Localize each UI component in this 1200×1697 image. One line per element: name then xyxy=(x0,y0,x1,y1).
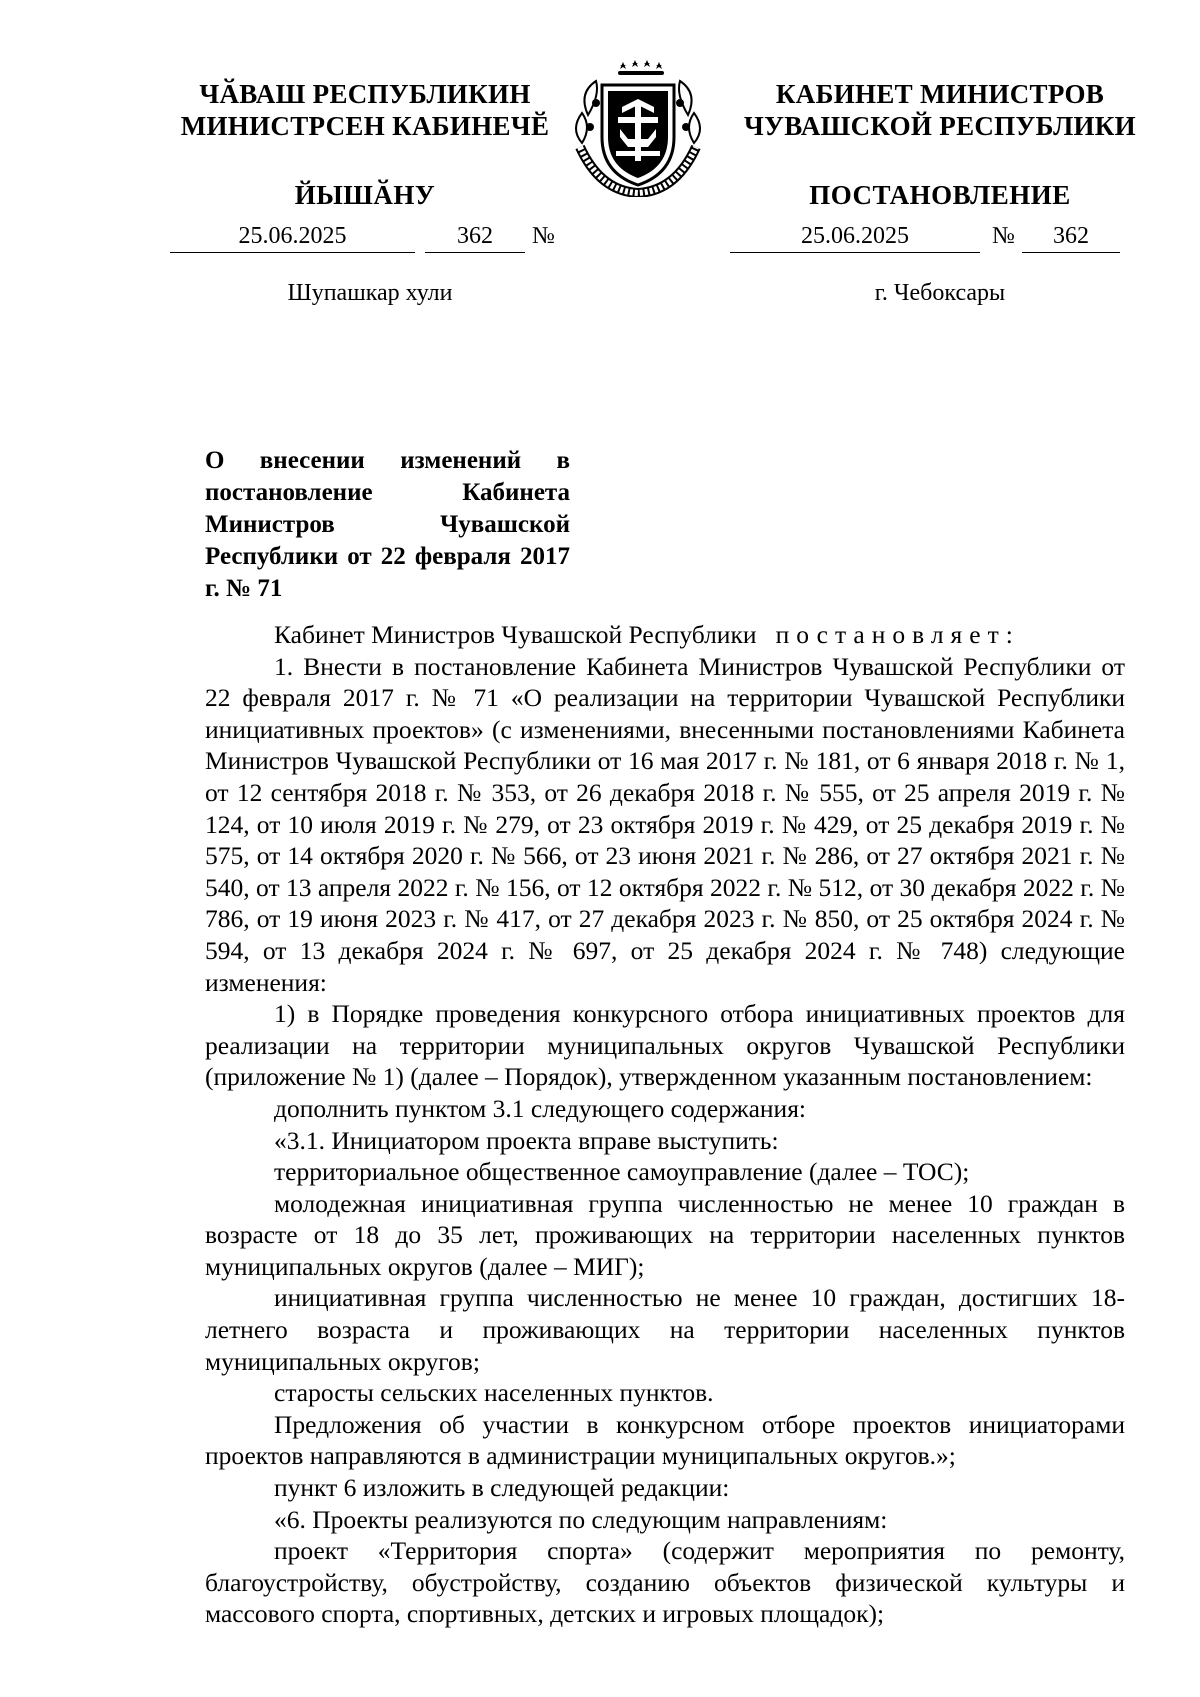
paragraph: старосты сельских населенных пунктов. xyxy=(274,1378,714,1408)
city-russian: г. Чебоксары xyxy=(874,280,1006,306)
paragraph: территориальное общественное самоуправление (далее – ТОС); xyxy=(274,1157,970,1187)
number-sign-left: № xyxy=(532,223,555,249)
paragraph: дополнить пунктом 3.1 следующего содержания: xyxy=(274,1093,807,1123)
paragraph: «3.1. Инициатором проекта вправе выступить: xyxy=(274,1125,779,1155)
document-title: О внесении изменений в постановление Кабинета Министров Чувашской Республики от 22 февраля 2017 г. № 71 xyxy=(205,447,570,602)
preamble-text: Кабинет Министров Чувашской Республики xyxy=(274,620,757,649)
date-field-right: 25.06.2025 xyxy=(730,222,980,253)
org-name-russian-line1: КАБИНЕТ МИНИСТРОВ xyxy=(775,79,1105,109)
doc-type-chuvash: ЙЫШӐНУ xyxy=(294,180,436,210)
number-field-left: 362 xyxy=(425,222,525,253)
doc-type-russian: ПОСТАНОВЛЕНИЕ xyxy=(809,180,1071,210)
header-left xyxy=(150,78,580,211)
paragraph: инициативная группа численностью не менее 10 граждан, достигших 18-летнего возраста и проживающих на территории населенных пунктов муниципальных округов; xyxy=(205,1283,1125,1376)
number-field-right: 362 xyxy=(1022,222,1120,253)
chuvash-coat-of-arms-icon xyxy=(568,55,708,197)
date-number-line-left xyxy=(170,222,570,252)
number-sign-right: № xyxy=(992,223,1015,249)
header-right xyxy=(705,78,1175,211)
paragraph: «6. Проекты реализуются по следующим направлениям: xyxy=(274,1504,888,1534)
paragraph: молодежная инициативная группа численностью не менее 10 граждан в возрасте от 18 до 35 лет, проживающих на территории населенных пунктов муниципальных округов (далее – МИГ); xyxy=(205,1188,1125,1281)
paragraph: проект «Территория спорта» (содержит мероприятия по ремонту, благоустройству, обустройству, созданию объектов физической культуры и массового спорта, спортивных, детских и игровых площадок); xyxy=(205,1536,1125,1629)
city-chuvash: Шупашкар хули xyxy=(287,280,453,306)
org-name-russian-line2: ЧУВАШСКОЙ РЕСПУБЛИКИ xyxy=(744,111,1136,141)
paragraph: 1) в Порядке проведения конкурсного отбора инициативных проектов для реализации на территории муниципальных округов Чувашской Республики (приложение № 1) (далее – Порядок), утвержденном указанным постановлением: xyxy=(205,999,1125,1092)
document-body xyxy=(205,619,1125,1630)
org-name-chuvash-line1: ЧӐВАШ РЕСПУБЛИКИН xyxy=(199,79,531,109)
org-name-chuvash-line2: МИНИСТРСЕН КАБИНЕЧӖ xyxy=(180,111,550,141)
paragraph: 1. Внести в постановление Кабинета Министров Чувашской Республики от 22 февраля 2017 г. № 71 «О реализации на территории Чувашской Республики инициативных проектов» (с изменениями, внесенными постановлениями Кабинета Министров Чувашской Республики от 16 мая 2017 г. № 181, от 6 января 2018 г. № 1, от 12 сентября 2018 г. № 353, от 26 декабря 2018 г. № 555, от 25 апреля 2019 г. № 124, от 10 июля 2019 г. № 279, от 23 октября 2019 г. № 429, от 25 декабря 2019 г. № 575, от 14 октября 2020 г. № 566, от 23 июня 2021 г. № 286, от 27 октября 2021 г. № 540, от 13 апреля 2022 г. № 156, от 12 октября 2022 г. № 512, от 30 декабря 2022 г. № 786, от 19 июня 2023 г. № 417, от 27 декабря 2023 г. № 850, от 25 октября 2024 г. № 594, от 13 декабря 2024 г. № 697, от 25 декабря 2024 г. № 748) следующие изменения: xyxy=(205,651,1125,997)
date-field-left: 25.06.2025 xyxy=(170,222,415,253)
preamble xyxy=(205,619,1125,651)
preamble-keyword: постановляет: xyxy=(775,620,1020,649)
paragraph: пункт 6 изложить в следующей редакции: xyxy=(274,1473,730,1503)
date-number-line-right xyxy=(730,222,1160,252)
paragraph: Предложения об участии в конкурсном отборе проектов инициаторами проектов направляются в администрации муниципальных округов.»; xyxy=(205,1409,1125,1471)
